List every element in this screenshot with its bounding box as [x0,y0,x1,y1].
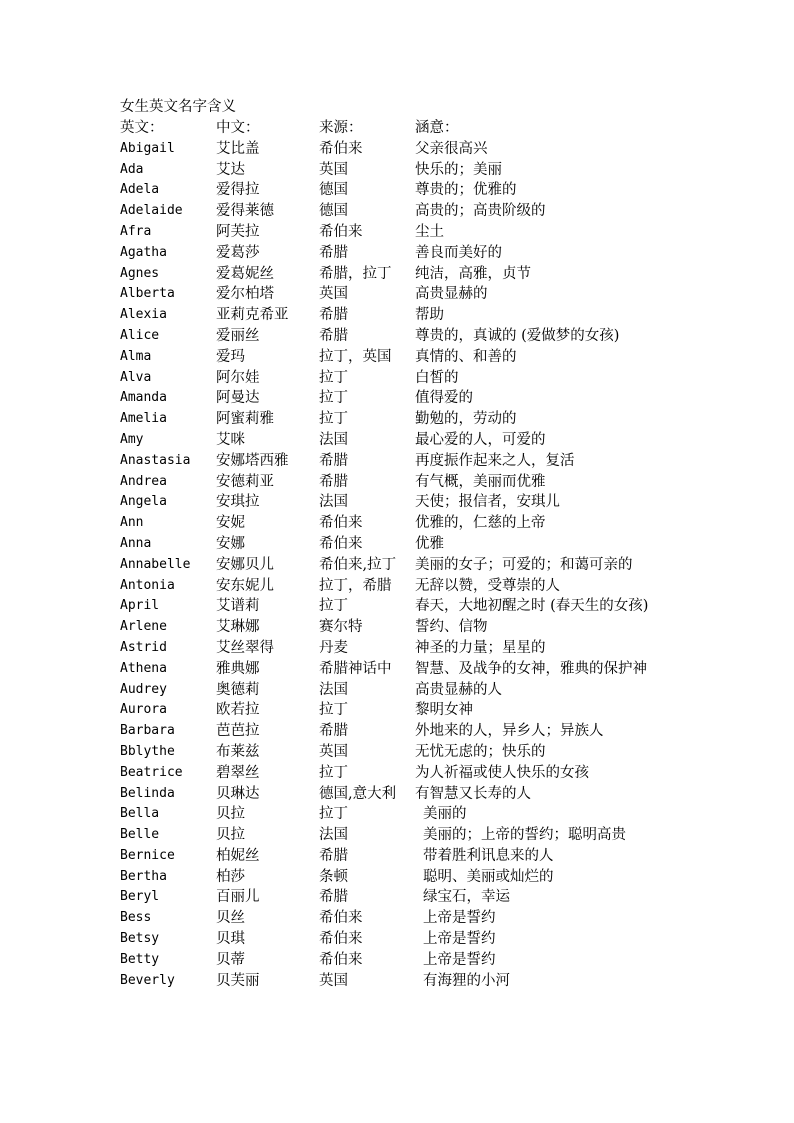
origin: 希腊 [319,473,348,490]
meaning: 带着胜利讯息来的人 [423,847,554,864]
header-english: 英文： [120,120,164,136]
table-row [120,950,700,971]
english-name: Amanda [120,390,167,406]
english-name: Betsy [120,931,160,947]
chinese-name: 安东妮儿 [216,577,274,594]
origin: 拉丁 [319,598,348,615]
english-name: Agatha [120,244,167,260]
chinese-name: 艾谱莉 [216,598,260,615]
table-header [120,118,700,139]
meaning: 有智慧又长寿的人 [415,785,531,802]
table-row [120,264,700,285]
chinese-name: 亚莉克希亚 [216,307,289,324]
chinese-name: 艾咪 [216,431,245,448]
chinese-name: 柏莎 [216,868,245,885]
table-row [120,596,700,617]
table-row [120,929,700,950]
english-name: Bblythe [120,743,175,759]
origin: 法国 [319,431,348,448]
chinese-name: 芭芭拉 [216,723,260,740]
table-row [120,576,700,597]
english-name: Beverly [120,972,175,988]
origin: 拉丁，希腊 [319,577,392,594]
origin: 希腊 [319,244,348,261]
chinese-name: 贝拉 [216,806,245,823]
origin: 拉丁 [319,702,348,719]
table-row [120,534,700,555]
english-name: Bess [120,910,152,926]
table-row [120,492,700,513]
english-name: Adelaide [120,203,183,219]
header-chinese: 中文： [216,120,260,136]
meaning: 神圣的力量；星星的 [415,639,546,656]
table-row [120,180,700,201]
table-row [120,472,700,493]
origin: 希腊 [319,889,348,906]
table-row [120,555,700,576]
origin: 德国 [319,182,348,199]
table-row [120,721,700,742]
table-row [120,846,700,867]
chinese-name: 贝琳达 [216,785,260,802]
meaning: 优雅的，仁慈的上帝 [415,515,546,532]
origin: 希伯来 [319,140,363,157]
english-name: Angela [120,494,167,510]
meaning: 美丽的 [423,806,467,823]
chinese-name: 爱得拉 [216,182,260,199]
meaning: 再度振作起来之人，复活 [415,452,575,469]
origin: 希伯来 [319,931,363,948]
origin: 希腊 [319,452,348,469]
chinese-name: 爱尔柏塔 [216,286,274,303]
table-row [120,784,700,805]
english-name: Amy [120,431,144,447]
chinese-name: 爱得莱德 [216,203,274,220]
table-row [120,659,700,680]
table-row [120,680,700,701]
english-name: Athena [120,660,167,676]
meaning: 有气概，美丽而优雅 [415,473,546,490]
chinese-name: 安德莉亚 [216,473,274,490]
table-row [120,763,700,784]
table-row [120,284,700,305]
meaning: 优雅 [415,535,444,552]
english-name: Alma [120,348,152,364]
table-row [120,451,700,472]
table-row [120,430,700,451]
english-name: Astrid [120,639,167,655]
meaning: 上帝是誓约 [423,931,496,948]
chinese-name: 艾比盖 [216,140,260,157]
chinese-name: 艾达 [216,161,245,178]
meaning: 无忧无虑的；快乐的 [415,743,546,760]
meaning: 善良而美好的 [415,244,502,261]
meaning: 上帝是誓约 [423,951,496,968]
origin: 赛尔特 [319,619,363,636]
origin: 希腊，拉丁 [319,265,392,282]
chinese-name: 贝丝 [216,910,245,927]
header-meaning: 涵意： [415,120,459,136]
chinese-name: 阿尔娃 [216,369,260,386]
chinese-name: 贝琪 [216,931,245,948]
meaning: 春天，大地初醒之时 (春天生的女孩) [415,598,649,615]
english-name: Beryl [120,889,160,905]
meaning: 纯洁，高雅，贞节 [415,265,531,282]
meaning: 黎明女神 [415,702,473,719]
meaning: 美丽的；上帝的誓约；聪明高贵 [423,827,626,844]
meaning: 尘土 [415,223,444,240]
table-row [120,347,700,368]
table-row [120,804,700,825]
origin: 德国,意大利 [319,785,397,802]
english-name: Adela [120,182,160,198]
english-name: Bernice [120,847,175,863]
english-name: Belle [120,827,160,843]
chinese-name: 爱葛莎 [216,244,260,261]
table-row [120,825,700,846]
chinese-name: 爱丽丝 [216,327,260,344]
meaning: 快乐的；美丽 [415,161,502,178]
meaning: 最心爱的人，可爱的 [415,431,546,448]
english-name: Alberta [120,286,175,302]
meaning: 真情的、和善的 [415,348,517,365]
origin: 希伯来 [319,515,363,532]
meaning: 勤勉的，劳动的 [415,411,517,428]
document-page [120,96,700,991]
origin: 英国 [319,743,348,760]
origin: 条顿 [319,868,348,885]
origin: 希伯来,拉丁 [319,556,397,573]
meaning: 无辞以赞，受尊崇的人 [415,577,560,594]
english-name: Barbara [120,723,175,739]
origin: 希腊 [319,847,348,864]
chinese-name: 柏妮丝 [216,847,260,864]
english-name: Anna [120,535,152,551]
table-row [120,513,700,534]
english-name: Alice [120,327,160,343]
document-title: 女生英文名字含义 [120,99,236,115]
chinese-name: 贝拉 [216,827,245,844]
chinese-name: 贝芙丽 [216,972,260,989]
english-name: Afra [120,223,152,239]
origin: 英国 [319,286,348,303]
meaning: 高贵显赫的 [415,286,488,303]
table-row [120,409,700,430]
origin: 希腊 [319,307,348,324]
chinese-name: 安妮 [216,515,245,532]
chinese-name: 布莱兹 [216,743,260,760]
english-name: Annabelle [120,556,191,572]
table-row [120,887,700,908]
table-row [120,160,700,181]
english-name: Beatrice [120,764,183,780]
chinese-name: 欧若拉 [216,702,260,719]
english-name: Bella [120,806,160,822]
chinese-name: 安娜塔西雅 [216,452,289,469]
origin: 法国 [319,494,348,511]
origin: 法国 [319,827,348,844]
origin: 希腊 [319,327,348,344]
chinese-name: 阿芙拉 [216,223,260,240]
english-name: Arlene [120,619,167,635]
meaning: 高贵的；高贵阶级的 [415,203,546,220]
chinese-name: 阿曼达 [216,390,260,407]
chinese-name: 艾琳娜 [216,619,260,636]
chinese-name: 奥德莉 [216,681,260,698]
english-name: Anastasia [120,452,191,468]
table-row [120,638,700,659]
name-table [120,139,700,992]
english-name: Ada [120,161,144,177]
origin: 法国 [319,681,348,698]
meaning: 有海狸的小河 [423,972,510,989]
meaning: 帮助 [415,307,444,324]
english-name: Antonia [120,577,175,593]
english-name: Ann [120,515,144,531]
table-row [120,326,700,347]
meaning: 聪明、美丽或灿烂的 [423,868,554,885]
origin: 希伯来 [319,223,363,240]
english-name: Alva [120,369,152,385]
english-name: Belinda [120,785,175,801]
chinese-name: 安娜贝儿 [216,556,274,573]
origin: 希伯来 [319,910,363,927]
origin: 希伯来 [319,951,363,968]
chinese-name: 安琪拉 [216,494,260,511]
table-row [120,305,700,326]
chinese-name: 安娜 [216,535,245,552]
table-row [120,201,700,222]
chinese-name: 雅典娜 [216,660,260,677]
english-name: Audrey [120,681,167,697]
table-row [120,139,700,160]
table-row [120,971,700,992]
table-row [120,617,700,638]
meaning: 白皙的 [415,369,459,386]
english-name: April [120,598,160,614]
origin: 希伯来 [319,535,363,552]
meaning: 尊贵的；优雅的 [415,182,517,199]
english-name: Abigail [120,140,175,156]
meaning: 智慧、及战争的女神，雅典的保护神 [415,660,647,677]
meaning: 为人祈福或使人快乐的女孩 [415,764,589,781]
origin: 拉丁 [319,764,348,781]
origin: 拉丁 [319,411,348,428]
meaning: 上帝是誓约 [423,910,496,927]
english-name: Amelia [120,411,167,427]
table-row [120,243,700,264]
english-name: Bertha [120,868,167,884]
chinese-name: 百丽儿 [216,889,260,906]
meaning: 天使；报信者，安琪儿 [415,494,560,511]
origin: 英国 [319,972,348,989]
meaning: 尊贵的，真诚的 (爱做梦的女孩) [415,327,620,344]
origin: 拉丁 [319,369,348,386]
english-name: Betty [120,951,160,967]
origin: 拉丁 [319,390,348,407]
meaning: 父亲很高兴 [415,140,488,157]
meaning: 誓约、信物 [415,619,488,636]
table-row [120,742,700,763]
chinese-name: 艾丝翠得 [216,639,274,656]
meaning: 值得爱的 [415,390,473,407]
table-row [120,700,700,721]
header-origin: 来源： [319,120,363,136]
table-row [120,388,700,409]
table-row [120,368,700,389]
origin: 丹麦 [319,639,348,656]
origin: 拉丁 [319,806,348,823]
chinese-name: 爱葛妮丝 [216,265,274,282]
english-name: Andrea [120,473,167,489]
origin: 德国 [319,203,348,220]
chinese-name: 碧翠丝 [216,764,260,781]
origin: 拉丁，英国 [319,348,392,365]
table-row [120,222,700,243]
meaning: 绿宝石，幸运 [423,889,510,906]
meaning: 美丽的女子；可爱的；和蔼可亲的 [415,556,633,573]
table-row [120,867,700,888]
origin: 英国 [319,161,348,178]
meaning: 外地来的人，异乡人；异族人 [415,723,604,740]
chinese-name: 贝蒂 [216,951,245,968]
table-row [120,908,700,929]
english-name: Agnes [120,265,160,281]
meaning: 高贵显赫的人 [415,681,502,698]
origin: 希腊神话中 [319,660,392,677]
origin: 希腊 [319,723,348,740]
english-name: Aurora [120,702,167,718]
english-name: Alexia [120,307,167,323]
chinese-name: 爱玛 [216,348,245,365]
chinese-name: 阿蜜莉雅 [216,411,274,428]
